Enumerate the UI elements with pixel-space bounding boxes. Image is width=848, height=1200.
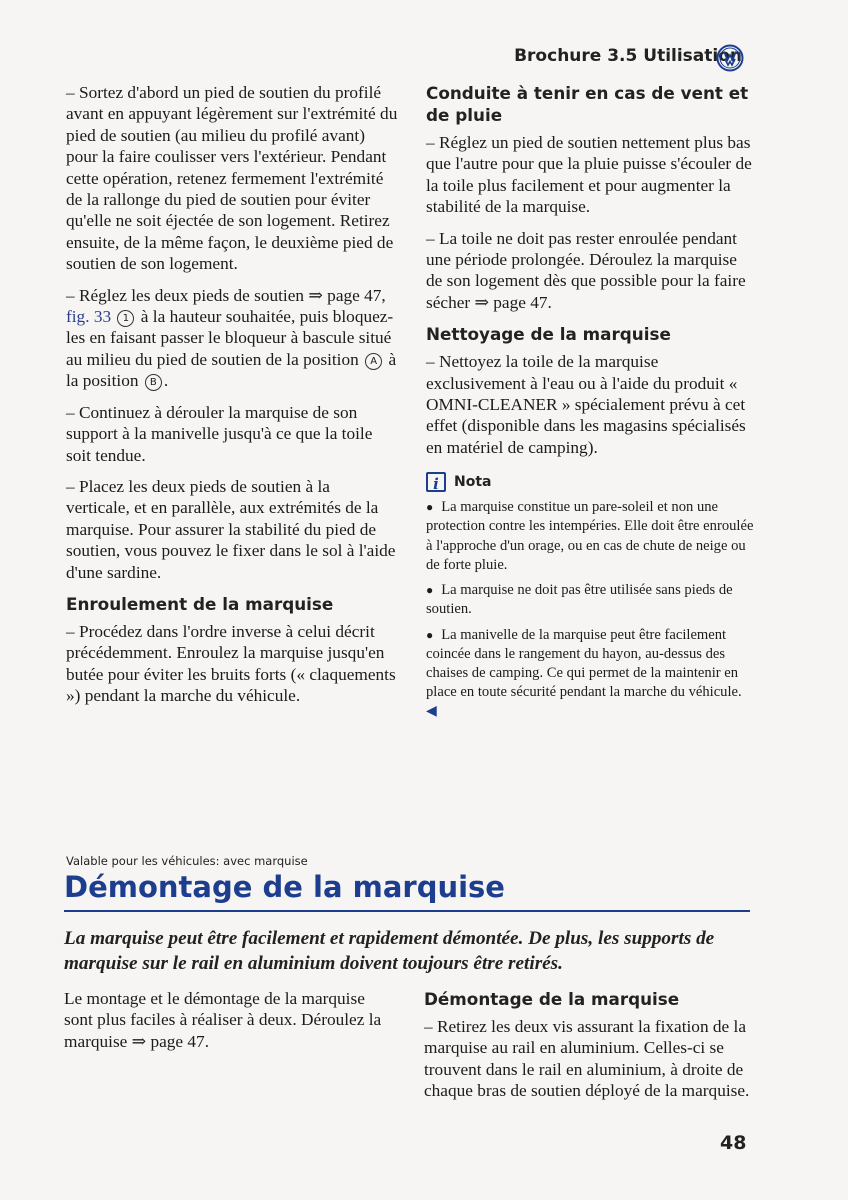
subheading-enroulement: Enroulement de la marquise bbox=[66, 593, 334, 614]
nota-header bbox=[426, 472, 756, 492]
section-title: Démontage de la marquise bbox=[64, 870, 505, 904]
page-number: 48 bbox=[720, 1132, 747, 1154]
nota-item bbox=[426, 498, 756, 575]
nota-text: La manivelle de la marquise peut être facilement coincée dans le rangement du hayon, au-dessus des chaises de camping. Ce qui permet de la maintenir en place en toute sécurité pendant la marche du véhicule. bbox=[426, 626, 742, 701]
info-icon: i bbox=[426, 472, 446, 492]
marker-a: A bbox=[365, 353, 382, 370]
section-intro: La marquise peut être facilement et rapidement démontée. De plus, les supports de marquise sur le rail en aluminium doivent toujours être retirés. bbox=[64, 928, 715, 974]
nota-item bbox=[426, 626, 756, 722]
paragraph: – Continuez à dérouler la marquise de son support à la manivelle jusqu'à ce que la toile soit tendue. bbox=[66, 402, 373, 465]
paragraph: – Retirez les deux vis assurant la fixation de la marquise au rail en aluminium. Celles-ci se trouvent dans le rail en aluminium, à droite de chaque bras de soutien déployé de la marquise. bbox=[424, 1017, 750, 1101]
text: . bbox=[163, 371, 169, 391]
end-marker-icon: ◀ bbox=[426, 704, 437, 720]
right-column bbox=[426, 82, 756, 728]
paragraph: – La toile ne doit pas rester enroulée pendant une période prolongée. Déroulez la marquise de son logement dès que possible pour la faire sécher ⇒ page 47. bbox=[426, 228, 746, 312]
text: – Réglez les deux pieds de soutien bbox=[66, 285, 305, 305]
paragraph: – Réglez un pied de soutien nettement plus bas que l'autre pour que la pluie puisse s'écouler de la toile plus facilement et pour augmenter la stabilité de la marquise. bbox=[426, 133, 752, 217]
marker-1: 1 bbox=[117, 310, 134, 327]
bottom-left-text bbox=[64, 988, 394, 1062]
bottom-right-text bbox=[424, 988, 754, 1112]
subheading-demontage: Démontage de la marquise bbox=[424, 989, 680, 1009]
bullet-icon: ● bbox=[426, 500, 434, 515]
validity-note: Valable pour les véhicules: avec marquise bbox=[66, 854, 308, 868]
running-header: Brochure 3.5 Utilisation bbox=[514, 46, 742, 66]
subheading-nettoyage: Nettoyage de la marquise bbox=[426, 324, 671, 345]
paragraph: – Procédez dans l'ordre inverse à celui décrit précédemment. Enroulez la marquise jusqu'en butée pour éviter les bruits forts (« claquements ») pendant la marche du véhicule. bbox=[66, 621, 396, 706]
volkswagen-logo-icon bbox=[716, 44, 744, 72]
paragraph: – Sortez d'abord un pied de soutien du profilé avant en appuyant légèrement sur l'extrémité du pied de soutien (au milieu du profilé avant) pour la faire coulisser vers l'extérieur. Pendant cette opération, retenez fermement l'extrémité de la rallonge du pied de soutien pour éviter qu'elle ne soit éjectée de son logement. Retirez ensuite, de la même façon, le deuxième pied de soutien de son logement. bbox=[66, 83, 398, 274]
paragraph bbox=[66, 285, 398, 392]
title-rule bbox=[64, 910, 750, 912]
paragraph: – Nettoyez la toile de la marquise exclusivement à l'eau ou à l'aide du produit « OMNI-CLEANER » spécialement prévu à cet effet (disponible dans les magasins spécialisés en matériel de camping). bbox=[426, 352, 746, 457]
paragraph: Le montage et le démontage de la marquise sont plus faciles à réaliser à deux. Déroulez la marquise ⇒ page 47. bbox=[64, 989, 382, 1051]
text: à la hauteur souhaitée, puis bloquez-les en faisant passer le bloqueur à bascule situé au milieu du pied de soutien de la position bbox=[66, 307, 394, 369]
nota-text: La marquise constitue un pare-soleil et non une protection contre les intempéries. Elle doit être enroulée à l'approche d'un orage, ou en cas de chute de neige ou de forte pluie. bbox=[426, 499, 754, 573]
marker-b: B bbox=[145, 374, 162, 391]
bullet-icon: ● bbox=[426, 583, 434, 598]
page-reference[interactable]: ⇒ page 47, bbox=[308, 285, 386, 305]
figure-link[interactable]: fig. 33 bbox=[66, 307, 112, 327]
bullet-icon: ● bbox=[426, 627, 434, 642]
left-column bbox=[66, 82, 398, 717]
nota-text: La marquise ne doit pas être utilisée sans pieds de soutien. bbox=[426, 582, 733, 618]
text: à la position bbox=[66, 349, 397, 391]
paragraph: – Placez les deux pieds de soutien à la verticale, et en parallèle, aux extrémités de la marquise. Pour assurer la stabilité du pied de soutien, vous pouvez le fixer dans le sol à l'aide d'une sardine. bbox=[66, 476, 396, 582]
nota-item bbox=[426, 581, 756, 619]
nota-title: Nota bbox=[454, 474, 492, 491]
subheading-conduite: Conduite à tenir en cas de vent et de pluie bbox=[426, 83, 749, 125]
